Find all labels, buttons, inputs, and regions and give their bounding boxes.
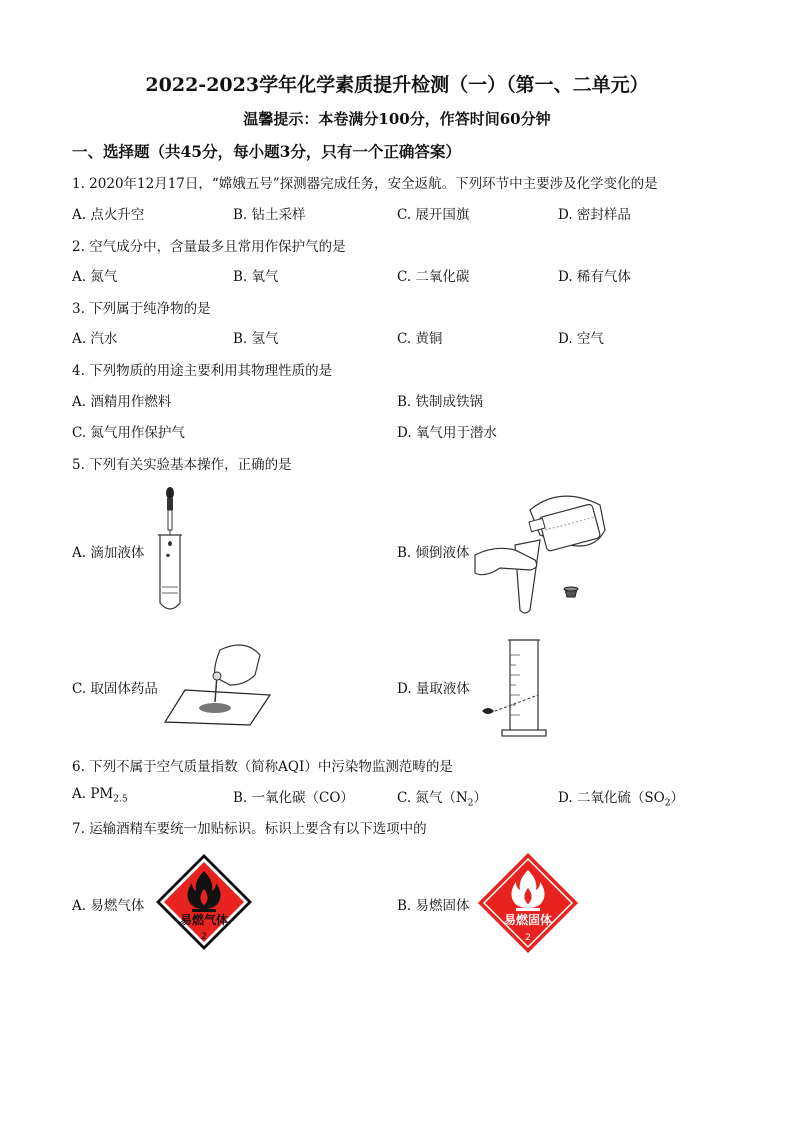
q3-option-c[interactable]: C. 黄铜 <box>397 331 443 347</box>
q6-option-c[interactable] <box>397 786 487 809</box>
q4-option-c[interactable]: C. 氮气用作保护气 <box>72 425 185 441</box>
sign-a-label: 易燃气体 <box>179 913 229 927</box>
section-heading: 一、选择题（共45分，每小题3分，只有一个正确答案） <box>72 142 461 161</box>
q5-option-d[interactable]: D. 量取液体 <box>397 681 470 697</box>
q4-option-b[interactable]: B. 铁制成铁锅 <box>397 394 484 410</box>
q1-option-a[interactable]: A. 点火升空 <box>72 207 145 223</box>
question-6-stem: 6. 下列不属于空气质量指数（简称AQI）中污染物监测范畴的是 <box>72 759 453 775</box>
question-5-stem: 5. 下列有关实验基本操作，正确的是 <box>72 457 292 473</box>
exam-tip: 温馨提示：本卷满分100分，作答时间60分钟 <box>243 110 551 128</box>
question-2-stem: 2. 空气成分中，含量最多且常用作保护气的是 <box>72 239 346 255</box>
q3-option-d[interactable]: D. 空气 <box>558 331 604 347</box>
question-1-stem: 1. 2020年12月17日，“嫦娥五号”探测器完成任务，安全返航。下列环节中主要涉及化学变化的是 <box>72 176 658 192</box>
sign-b-number: 2 <box>525 933 531 943</box>
q4-option-a[interactable]: A. 酒精用作燃料 <box>72 394 172 410</box>
q6-option-c-close: ） <box>473 790 487 806</box>
q7-option-a[interactable]: A. 易燃气体 <box>72 898 145 914</box>
question-4-stem: 4. 下列物质的用途主要利用其物理性质的是 <box>72 363 333 379</box>
flammable-solid-sign <box>477 852 579 954</box>
q3-option-a[interactable]: A. 汽水 <box>72 331 118 347</box>
q2-option-b[interactable]: B. 氧气 <box>233 269 279 285</box>
q5-option-b[interactable]: B. 倾倒液体 <box>397 545 470 561</box>
q6-option-d[interactable] <box>558 786 684 809</box>
q2-option-d[interactable]: D. 稀有气体 <box>558 269 631 285</box>
pouring-illustration <box>470 485 620 615</box>
q6-option-a-sub: 2.5 <box>113 794 128 805</box>
graduated-cylinder-illustration <box>480 635 550 740</box>
q6-option-d-sub: 2 <box>664 798 671 809</box>
question-7-stem: 7. 运输酒精车要统一加贴标识。标识上要含有以下选项中的 <box>72 821 427 837</box>
q5-option-a[interactable]: A. 滴加液体 <box>72 545 145 561</box>
sign-a-number: 2 <box>201 932 207 942</box>
q7-option-b[interactable]: B. 易燃固体 <box>397 898 470 914</box>
q6-option-b[interactable]: B. 一氧化碳（CO） <box>233 790 354 806</box>
q6-option-a[interactable] <box>72 786 128 805</box>
q2-option-a[interactable]: A. 氮气 <box>72 269 118 285</box>
dropper-illustration <box>150 485 190 615</box>
q6-option-c-text: C. 氮气（N <box>397 790 468 806</box>
question-3-stem: 3. 下列属于纯净物的是 <box>72 301 211 317</box>
q5-option-c[interactable]: C. 取固体药品 <box>72 681 158 697</box>
solid-reagent-illustration <box>165 640 275 730</box>
q6-option-d-text: D. 二氧化硫（SO <box>558 790 665 806</box>
q6-option-d-close: ） <box>670 790 684 806</box>
q1-option-b[interactable]: B. 钻土采样 <box>233 207 306 223</box>
sign-b-label: 易燃固体 <box>503 913 553 927</box>
q4-option-d[interactable]: D. 氧气用于潜水 <box>397 425 497 441</box>
q6-option-c-sub: 2 <box>467 798 474 809</box>
q3-option-b[interactable]: B. 氢气 <box>233 331 279 347</box>
q1-option-d[interactable]: D. 密封样品 <box>558 207 631 223</box>
q1-option-c[interactable]: C. 展开国旗 <box>397 207 470 223</box>
flammable-gas-sign <box>155 853 253 951</box>
page-title: 2022-2023学年化学素质提升检测（一）（第一、二单元） <box>145 74 649 96</box>
q2-option-c[interactable]: C. 二氧化碳 <box>397 269 470 285</box>
q6-option-a-text: A. PM <box>72 786 114 802</box>
